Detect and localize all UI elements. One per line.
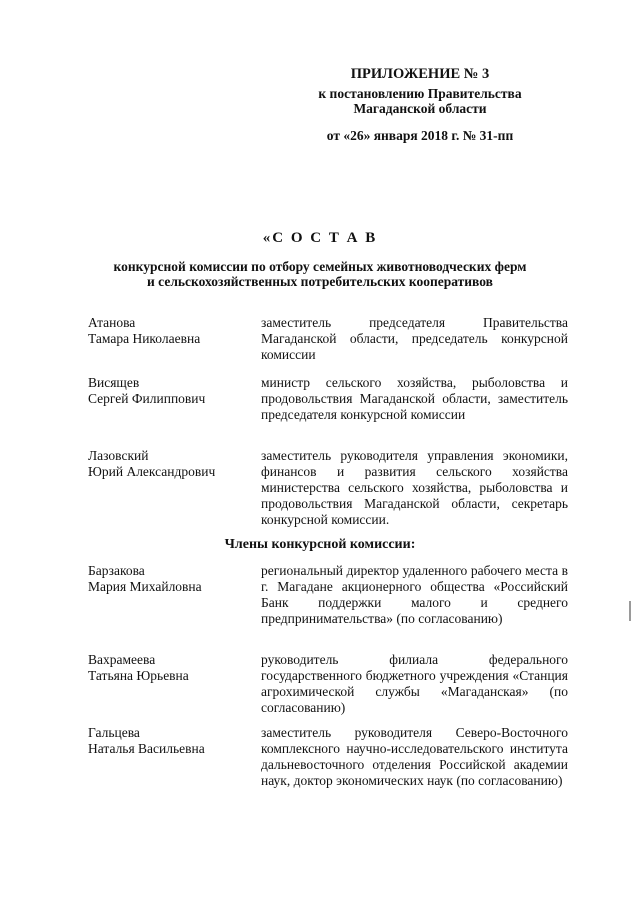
appendix-number: ПРИЛОЖЕНИЕ № 3 — [350, 66, 490, 82]
person-given-name: Юрий Александрович — [88, 464, 216, 479]
document-subtitle-line-1: конкурсной комиссии по отбору семейных животноводческих ферм — [113, 259, 527, 274]
person-given-name: Тамара Николаевна — [88, 331, 201, 346]
person-name — [88, 725, 248, 757]
person-role: руководитель филиала федерального государственного бюджетного учреждения «Станция агрохимической службы «Магаданская» (по согласованию) — [261, 652, 568, 715]
person-surname: Гальцева — [88, 725, 140, 740]
appendix-date: от «26» января 2018 г. № 31-пп — [326, 128, 514, 143]
person-surname: Атанова — [88, 315, 136, 330]
person-surname: Лазовский — [88, 448, 149, 463]
person-given-name: Сергей Филиппович — [88, 391, 206, 406]
person-name — [88, 652, 248, 684]
person-given-name: Татьяна Юрьевна — [88, 668, 189, 683]
person-surname: Вахрамеева — [88, 652, 156, 667]
person-name — [88, 448, 248, 480]
person-given-name: Мария Михайловна — [88, 579, 202, 594]
members-heading: Члены конкурсной комиссии: — [224, 537, 416, 552]
appendix-reference-line-2: Магаданской области — [353, 101, 487, 116]
person-role: заместитель руководителя Северо-Восточного комплексного научно-исследовательского института дальневосточного отделения Российской академии наук, доктор экономических наук (по согласованию) — [261, 725, 568, 788]
appendix-header — [300, 66, 540, 143]
person-name — [88, 563, 248, 595]
person-role: региональный директор удаленного рабочего места в г. Магадане акционерного общества «Российский Банк поддержки малого и среднего предпринимательства» (по согласованию) — [261, 563, 568, 626]
document-subtitle-line-2: и сельскохозяйственных потребительских кооперативов — [147, 274, 493, 289]
person-name — [88, 315, 248, 347]
scan-margin-mark — [629, 601, 631, 621]
person-role: заместитель руководителя управления экономики, финансов и развития сельского хозяйства министерства сельского хозяйства, рыболовства и продовольствия Магаданской области, секретарь конкурсной комиссии. — [261, 448, 568, 527]
person-given-name: Наталья Васильевна — [88, 741, 205, 756]
person-role: министр сельского хозяйства, рыболовства и продовольствия Магаданской области, заместитель председателя конкурсной комиссии — [261, 375, 568, 422]
document-title-block — [70, 229, 570, 289]
appendix-reference-line-1: к постановлению Правительства — [318, 86, 522, 101]
person-surname: Висящев — [88, 375, 140, 390]
person-surname: Барзакова — [88, 563, 145, 578]
document-title: «С О С Т А В — [262, 230, 378, 246]
person-name — [88, 375, 248, 407]
person-role: заместитель председателя Правительства Магаданской области, председатель конкурсной комиссии — [261, 315, 568, 362]
